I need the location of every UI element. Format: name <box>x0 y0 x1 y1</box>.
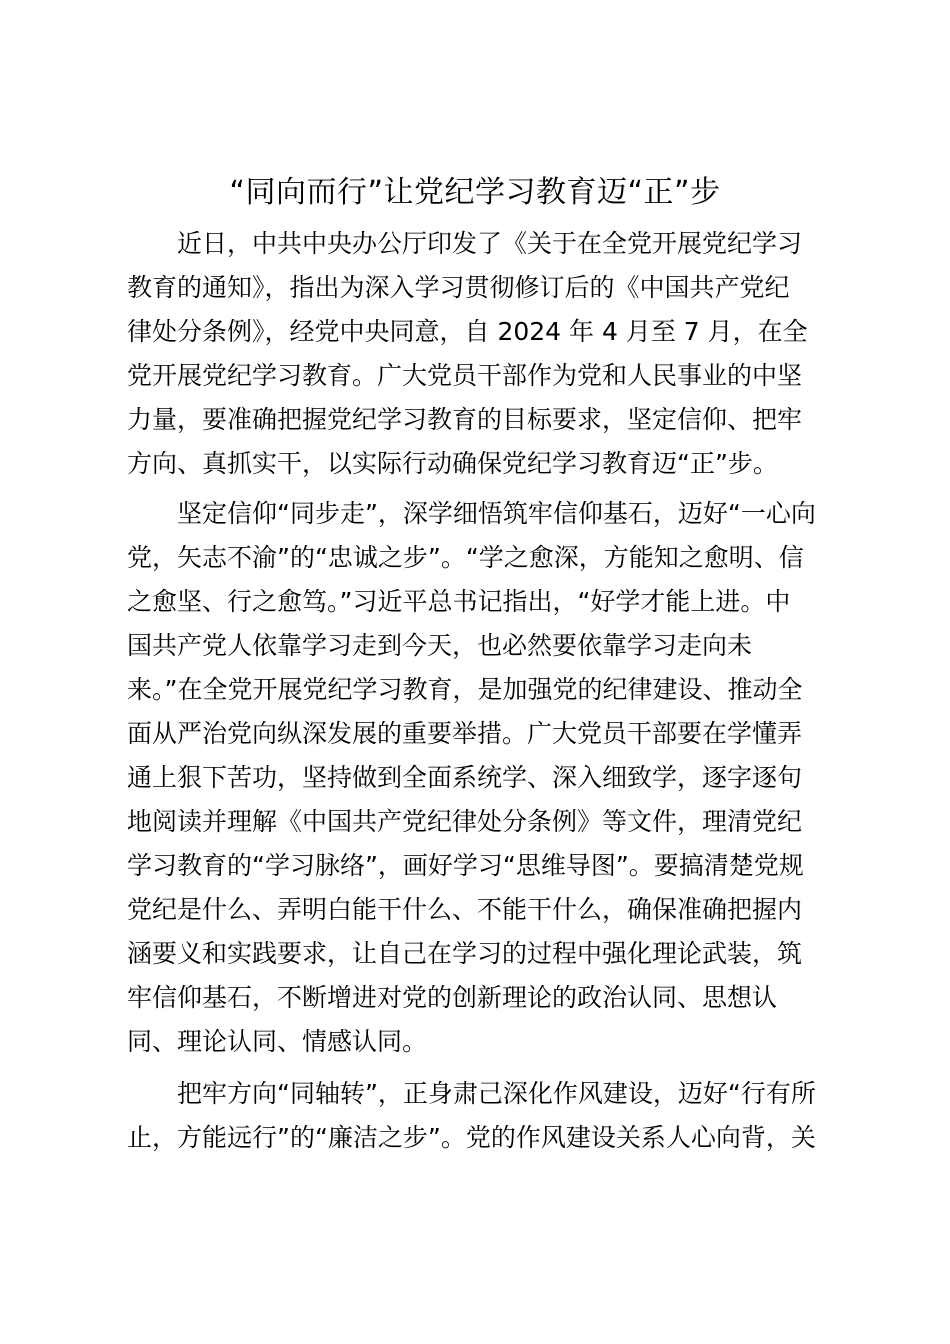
paragraph-2-line-8: 地阅读并理解《中国共产党纪律处分条例》等文件，理清党纪 <box>127 807 803 836</box>
paragraph-2-line-13: 同、理论认同、情感认同。 <box>127 1027 428 1056</box>
paragraph-2-line-3: 之愈坚、行之愈笃。”习近平总书记指出，“好学才能上进。中 <box>127 587 791 616</box>
paragraph-2-line-4: 国共产党人依靠学习走到今天，也必然要依靠学习走向未 <box>127 631 753 660</box>
paragraph-1-line-6: 方向、真抓实干，以实际行动确保党纪学习教育迈“正”步。 <box>127 449 778 478</box>
paragraph-1-line-4: 党开展党纪学习教育。广大党员干部作为党和人民事业的中坚 <box>127 361 803 390</box>
paragraph-2-line-1: 坚定信仰“同步走”，深学细悟筑牢信仰基石，迈好“一心向 <box>177 499 816 528</box>
paragraph-2-line-7: 通上狠下苦功，坚持做到全面系统学、深入细致学，逐字逐句 <box>127 763 803 792</box>
paragraph-2-line-5: 来。”在全党开展党纪学习教育，是加强党的纪律建设、推动全 <box>127 675 803 704</box>
paragraph-3-line-1: 把牢方向“同轴转”，正身肃己深化作风建设，迈好“行有所 <box>177 1079 816 1108</box>
paragraph-1-line-5: 力量，要准确把握党纪学习教育的目标要求，坚定信仰、把牢 <box>127 405 803 434</box>
paragraph-2-line-6: 面从严治党向纵深发展的重要举措。广大党员干部要在学懂弄 <box>127 719 803 748</box>
paragraph-1-line-2: 教育的通知》，指出为深入学习贯彻修订后的《中国共产党纪 <box>127 273 790 302</box>
paragraph-2-line-12: 牢信仰基石，不断增进对党的创新理论的政治认同、思想认 <box>127 983 778 1012</box>
paragraph-2-line-2: 党，矢志不渝”的“忠诚之步”。“学之愈深，方能知之愈明、信 <box>127 543 804 572</box>
document-title: “同向而行”让党纪学习教育迈“正”步 <box>229 175 721 210</box>
paragraph-2-line-11: 涵要义和实践要求，让自己在学习的过程中强化理论武装，筑 <box>127 939 803 968</box>
paragraph-1-line-1: 近日，中共中央办公厅印发了《关于在全党开展党纪学习 <box>177 229 803 258</box>
paragraph-2-line-9: 学习教育的“学习脉络”，画好学习“思维导图”。要搞清楚党规 <box>127 851 804 880</box>
paragraph-1-line-3: 律处分条例》，经党中央同意，自 2024 年 4 月至 7 月，在全 <box>127 317 808 346</box>
paragraph-2-line-10: 党纪是什么、弄明白能干什么、不能干什么，确保准确把握内 <box>127 895 803 924</box>
paragraph-3-line-2: 止，方能远行”的“廉洁之步”。党的作风建设关系人心向背，关 <box>127 1123 816 1152</box>
